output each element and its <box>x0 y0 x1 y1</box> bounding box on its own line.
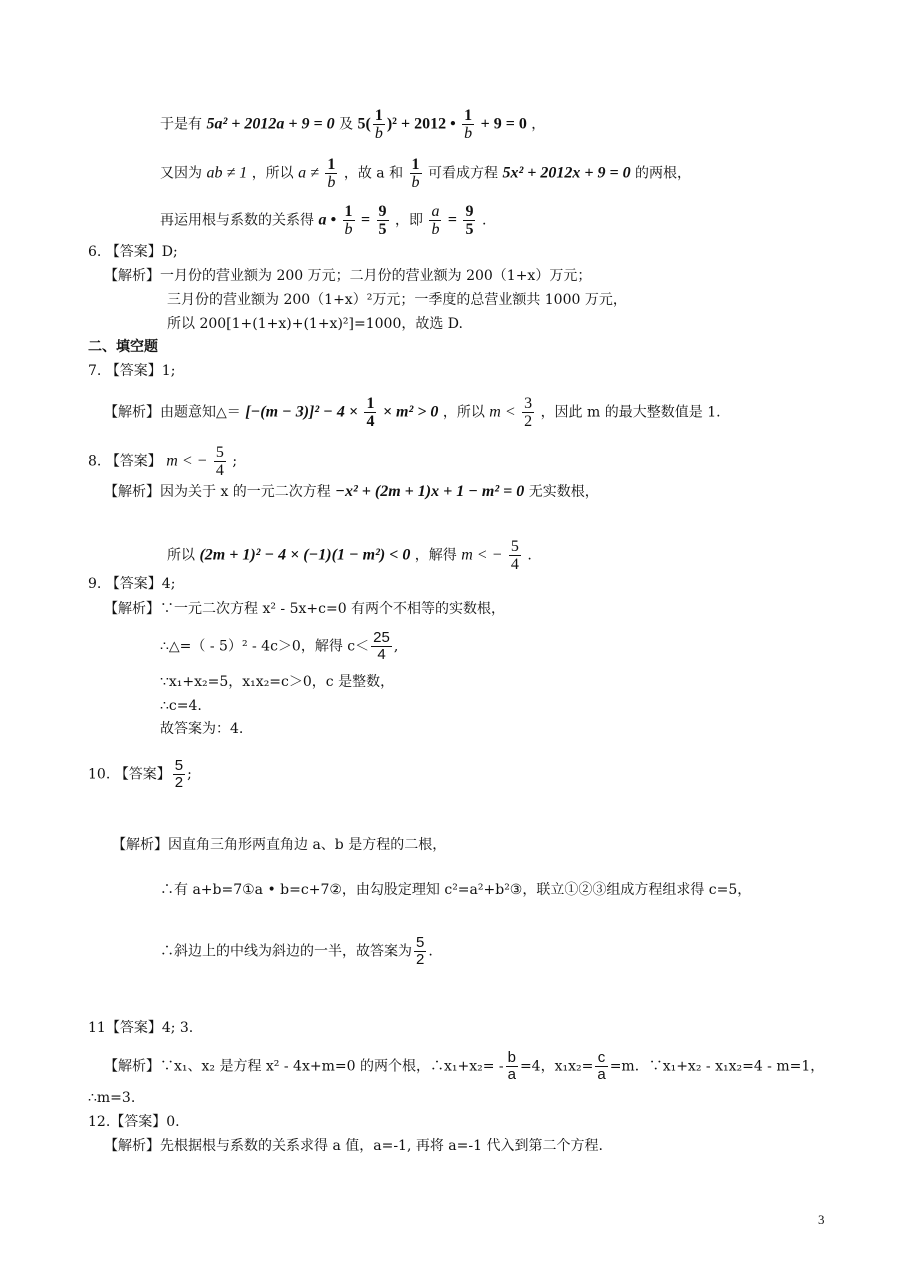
text: 可看成方程 <box>427 165 498 182</box>
equation: m < − <box>461 546 503 564</box>
explanation-9-line-1: 【解析】∵一元二次方程 x² - 5x+c=0 有两个不相等的实数根， <box>104 601 506 617</box>
text: 于是有 <box>160 116 202 133</box>
explanation-10-line-2: ∴有 a+b=7①a • b=c+7②，由勾股定理知 c²=a²+b²③，联立①②③组成方程组求得 c=5， <box>160 882 752 898</box>
explanation-9-line-4: ∴c=4. <box>160 698 202 714</box>
equation: = <box>360 211 371 229</box>
equation-part: + 9 = 0 <box>480 115 527 133</box>
text: 无实数根， <box>528 484 599 500</box>
equation: = <box>447 211 458 229</box>
text: . <box>481 212 487 229</box>
explanation-10-line-1: 【解析】因直角三角形两直角边 a、b 是方程的二根， <box>112 837 447 853</box>
equation: m < <box>489 403 516 421</box>
equation-part: 5( <box>357 115 371 133</box>
explanation-8-line-1 <box>104 482 599 502</box>
answer-10 <box>88 758 192 791</box>
explanation-6-line-3: 所以 200[1+(1+x)+(1+x)²]=1000，故选 D. <box>167 316 463 332</box>
fraction: $\frac{9}{5}$ <box>378 203 387 238</box>
fraction: $\frac{1}{b}$ <box>374 107 383 142</box>
explanation-7 <box>104 395 721 430</box>
section-heading: 二、填空题 <box>88 339 158 355</box>
text: ，因此 m 的最大整数值是 1. <box>540 404 721 421</box>
text: ， <box>531 116 546 133</box>
text: ，故 a 和 <box>343 165 404 182</box>
fraction: $\frac{5}{4}$ <box>215 444 224 479</box>
text: =4，x₁x₂= <box>519 1058 594 1075</box>
text: ，即 <box>395 212 423 229</box>
fraction: $\frac{c}{a}$ <box>597 1049 606 1083</box>
fraction: $\frac{25}{4}$ <box>373 629 390 663</box>
explanation-6-line-2: 三月份的营业额为 200（1+x）²万元；一季度的总营业额共 1000 万元， <box>167 292 627 308</box>
text: 8. 【答案】 <box>88 453 162 470</box>
answer-8 <box>88 444 237 479</box>
fraction: $\frac{1}{4}$ <box>366 395 375 430</box>
fraction: $\frac{1}{b}$ <box>464 107 473 142</box>
equation: 5x² + 2012x + 9 = 0 <box>502 164 631 182</box>
equation-part: )² + 2012 • <box>386 115 456 133</box>
equation: a ≠ <box>298 164 319 182</box>
equation: −x² + (2m + 1)x + 1 − m² = 0 <box>335 483 525 500</box>
text: 【解析】因为关于 x 的一元二次方程 <box>104 484 331 500</box>
text: 【解析】∵x₁、x₂ 是方程 x² - 4x+m=0 的两个根，∴x₁+x₂= - <box>104 1058 504 1075</box>
equation: 5a² + 2012a + 9 = 0 <box>206 115 335 133</box>
explanation-12: 【解析】先根据根与系数的关系求得 a 值，a=-1, 再将 a=-1 代入到第二个方程. <box>104 1138 603 1154</box>
text: ，解得 <box>414 547 457 564</box>
answer-11: 11【答案】4; 3. <box>88 1020 194 1036</box>
text: ; <box>232 453 238 470</box>
answer-9: 9. 【答案】4; <box>88 576 176 592</box>
fraction: $\frac{3}{2}$ <box>524 395 533 430</box>
text: 【解析】由题意知△＝ <box>104 404 241 421</box>
text: ，所以 <box>442 404 485 421</box>
text: 又因为 <box>160 165 202 182</box>
explanation-8-line-2 <box>167 538 532 573</box>
text: . <box>428 943 433 960</box>
equation: a • <box>318 211 337 229</box>
text: ; <box>187 766 192 783</box>
text: ，所以 <box>251 165 294 182</box>
equation: (2m + 1)² − 4 × (−1)(1 − m²) < 0 <box>199 546 411 564</box>
fraction: $\frac{1}{b}$ <box>411 156 420 191</box>
fraction: $\frac{5}{2}$ <box>416 934 425 968</box>
answer-7: 7. 【答案】1; <box>88 363 176 379</box>
equation: m < − <box>166 452 208 470</box>
explanation-9-line-5: 故答案为：4. <box>160 721 244 737</box>
explanation-11-line-2: ∴m=3. <box>88 1090 136 1106</box>
text: , <box>393 638 399 655</box>
fraction: $\frac{5}{4}$ <box>510 538 519 573</box>
fraction: $\frac{9}{5}$ <box>465 203 474 238</box>
fraction: $\frac{5}{2}$ <box>174 757 184 791</box>
fraction: $\frac{1}{b}$ <box>327 156 336 191</box>
text: ∴斜边上的中线为斜边的一半，故答案为 <box>160 943 412 960</box>
explanation-11-line-1 <box>104 1050 824 1083</box>
answer-6: 6. 【答案】D; <box>88 244 178 260</box>
line-3 <box>160 203 486 238</box>
page-number: 3 <box>818 1212 825 1227</box>
equation: ab ≠ 1 <box>206 164 248 182</box>
text: ∴△=（ - 5）² - 4c＞0，解得 c＜ <box>160 638 370 655</box>
text: 的两根， <box>635 165 692 182</box>
text: 所以 <box>167 547 195 564</box>
fraction: $\frac{b}{a}$ <box>507 1049 516 1083</box>
answer-12: 12.【答案】0. <box>88 1114 180 1130</box>
line-1 <box>160 107 545 142</box>
explanation-9-line-3: ∵x₁+x₂=5，x₁x₂=c＞0，c 是整数， <box>160 674 395 690</box>
equation: × m² > 0 <box>382 403 439 421</box>
explanation-9-line-2 <box>160 630 398 663</box>
text: 10. 【答案】 <box>88 766 171 783</box>
explanation-6-line-1: 【解析】一月份的营业额为 200 万元；二月份的营业额为 200（1+x）万元； <box>104 268 592 284</box>
text: =m．∵x₁+x₂ - x₁x₂=4 - m=1， <box>609 1058 825 1075</box>
explanation-10-line-3 <box>160 935 433 968</box>
equation: [−(m − 3)]² − 4 × <box>245 403 358 421</box>
text: 及 <box>339 116 354 133</box>
line-2 <box>160 156 691 191</box>
text: . <box>527 547 532 564</box>
fraction: $\frac{1}{b}$ <box>344 203 353 238</box>
text: 再运用根与系数的关系得 <box>160 212 314 229</box>
fraction: $\frac{a}{b}$ <box>431 203 440 238</box>
